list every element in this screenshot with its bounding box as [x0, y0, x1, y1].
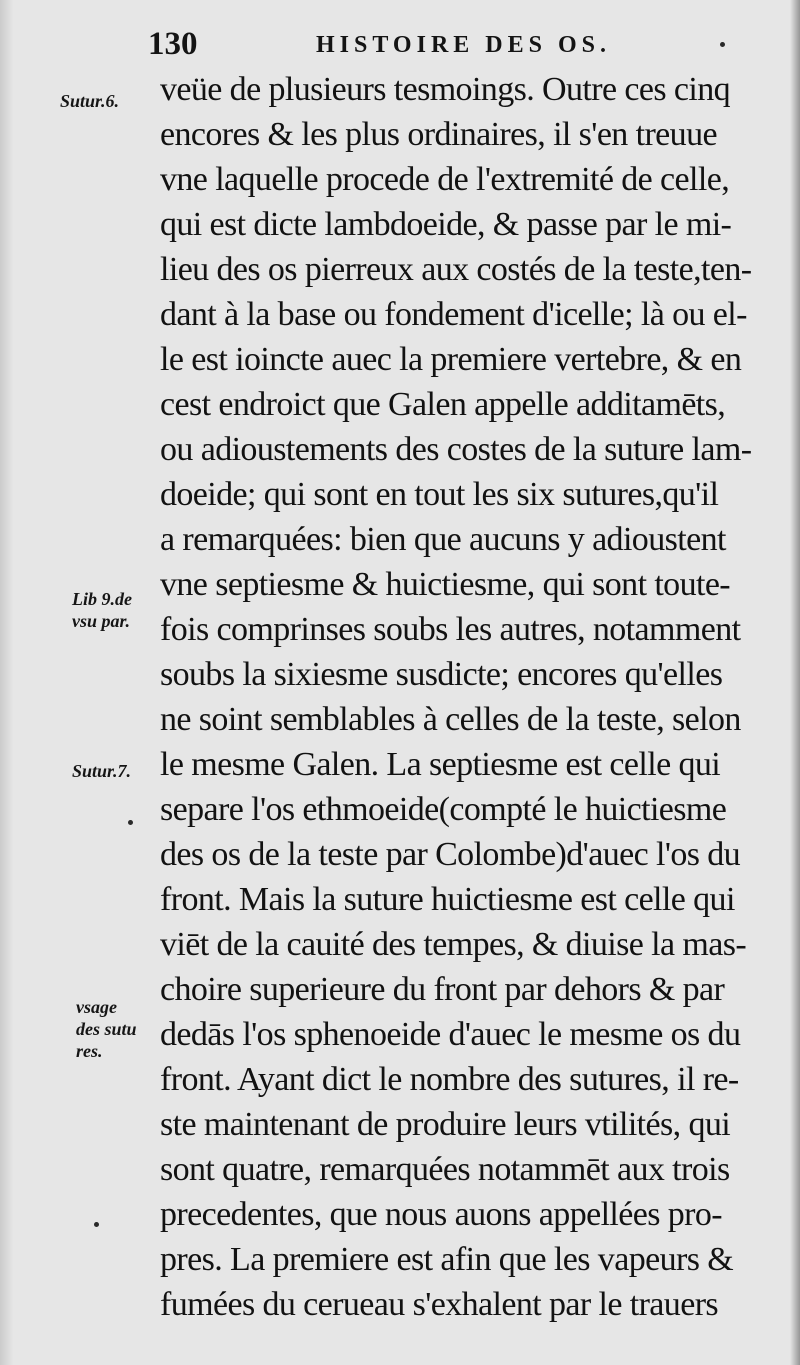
margin-note-line: Sutur.6. — [60, 91, 120, 111]
page-number: 130 — [148, 26, 198, 62]
text-line: le mesme Galen. La septiesme est celle qui — [160, 746, 721, 783]
running-title: HISTOIRE DES OS. — [316, 32, 611, 58]
margin-note-sutur-7 — [72, 760, 131, 782]
text-line: choire superieure du front par dehors & par — [160, 971, 725, 1008]
text-line: front. Ayant dict le nombre des sutures, il re- — [160, 1061, 739, 1098]
text-line: sont quatre, remarquées notammēt aux trois — [160, 1151, 730, 1188]
margin-note-lib-9 — [72, 588, 132, 632]
text-line: ste maintenant de produire leurs vtilités, qui — [160, 1106, 731, 1143]
text-line: a remarquées: bien que aucuns y adioustent — [160, 521, 726, 558]
ink-speck — [94, 1222, 99, 1227]
text-line: qui est dicte lambdoeide, & passe par le mi- — [160, 206, 732, 243]
margin-note-sutur-6 — [60, 90, 119, 112]
text-line: fumées du cerueau s'exhalent par le trauers — [160, 1286, 719, 1323]
text-line: fois comprinses soubs les autres, notamment — [160, 611, 741, 648]
text-line: precedentes, que nous auons appellées pro- — [160, 1196, 723, 1233]
ink-speck — [128, 820, 133, 825]
text-line: dedās l'os sphenoeide d'auec le mesme os du — [160, 1016, 741, 1053]
page-left-shadow — [0, 0, 14, 1365]
text-line: cest endroict que Galen appelle additamēts, — [160, 386, 726, 423]
margin-note-line: vsu par. — [72, 611, 131, 631]
ink-speck — [720, 42, 725, 47]
margin-note-line: Sutur.7. — [72, 761, 132, 781]
text-line: front. Mais la suture huictiesme est celle qui — [160, 881, 735, 918]
running-head — [148, 26, 648, 66]
body-text — [160, 70, 800, 1340]
text-line: doeide; qui sont en tout les six sutures,qu'il — [160, 476, 719, 513]
text-line: vne laquelle procede de l'extremité de celle, — [160, 161, 730, 198]
text-line: lieu des os pierreux aux costés de la teste,ten- — [160, 251, 752, 288]
margin-note-line: des sutu — [76, 1019, 137, 1039]
text-line: des os de la teste par Colombe)d'auec l'os du — [160, 836, 741, 873]
text-line: soubs la sixiesme susdicte; encores qu'elles — [160, 656, 723, 693]
text-line: dant à la base ou fondement d'icelle; là ou el- — [160, 296, 747, 333]
margin-note-line: vsage — [76, 997, 117, 1017]
text-line: vne septiesme & huictiesme, qui sont toute- — [160, 566, 731, 603]
text-line: le est ioincte auec la premiere vertebre, & en — [160, 341, 742, 378]
text-line: ou adioustements des costes de la suture lam- — [160, 431, 752, 468]
margin-note-line: Lib 9.de — [72, 589, 132, 609]
text-line: separe l'os ethmoeide(compté le huictiesme — [160, 791, 727, 828]
text-line: pres. La premiere est afin que les vapeurs & — [160, 1241, 734, 1278]
text-line: viēt de la cauité des tempes, & diuise la mas- — [160, 926, 747, 963]
text-line: ne soint semblables à celles de la teste, selon — [160, 701, 741, 738]
margin-note-line: res. — [76, 1041, 103, 1061]
margin-note-vsage — [76, 996, 137, 1062]
text-line: encores & les plus ordinaires, il s'en treuue — [160, 116, 717, 153]
text-line: veüe de plusieurs tesmoings. Outre ces cinq — [160, 71, 730, 108]
